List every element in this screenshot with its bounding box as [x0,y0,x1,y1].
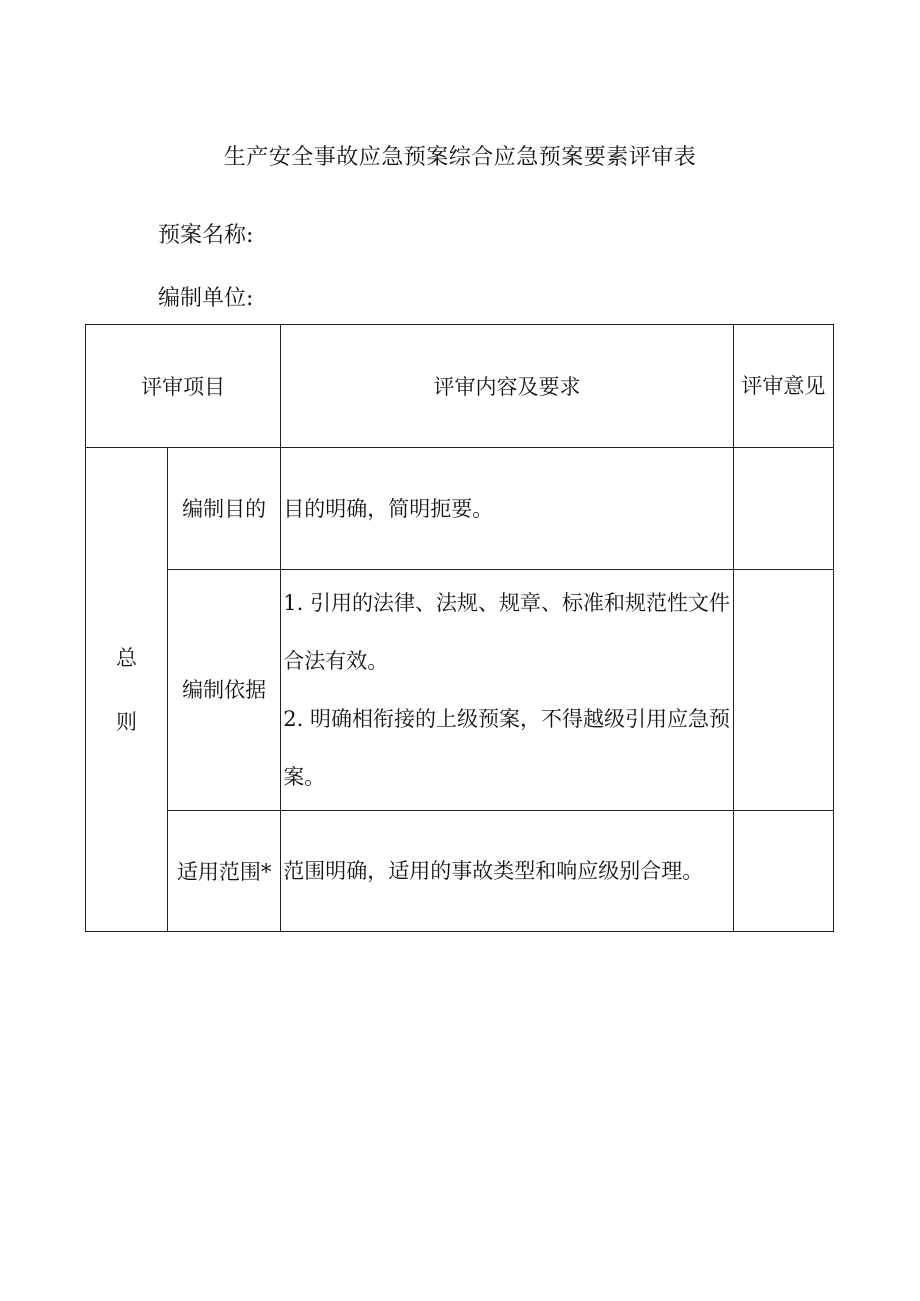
item-label: 编制依据 [182,678,267,702]
content-line: 1. 引用的法律、法规、规章、标准和规范性文件合法有效。 [283,591,730,673]
header-opinion: 评审意见 [741,374,826,398]
header-content: 评审内容及要求 [281,325,734,448]
opinion-cell[interactable] [733,448,833,570]
section-label: 总则 [116,645,138,734]
table-header-row [86,325,834,448]
unit-label: 编制单位: [158,286,254,311]
plan-name-label: 预案名称: [158,223,254,248]
content-cell [281,448,734,570]
content-line: 范围明确，适用的事故类型和响应级别合理。 [283,859,704,883]
item-cell [168,448,281,570]
item-cell [168,811,281,932]
content-line: 2. 明确相衔接的上级预案，不得越级引用应急预案。 [283,707,730,789]
header-opinion-cell [733,325,833,448]
table-row [86,570,834,811]
content-cell [281,570,734,811]
item-label: 适用范围* [176,860,272,884]
opinion-cell[interactable] [733,570,833,811]
section-cell [86,448,168,932]
table-row [86,811,834,932]
review-table [85,324,834,932]
document-title: 生产安全事故应急预案综合应急预案要素评审表 [223,145,697,170]
table-row [86,448,834,570]
header-item: 评审项目 [86,325,281,448]
item-cell [168,570,281,811]
content-line: 目的明确，简明扼要。 [283,496,494,521]
content-cell [281,811,734,932]
opinion-cell[interactable] [733,811,833,932]
item-label: 编制目的 [182,496,267,521]
